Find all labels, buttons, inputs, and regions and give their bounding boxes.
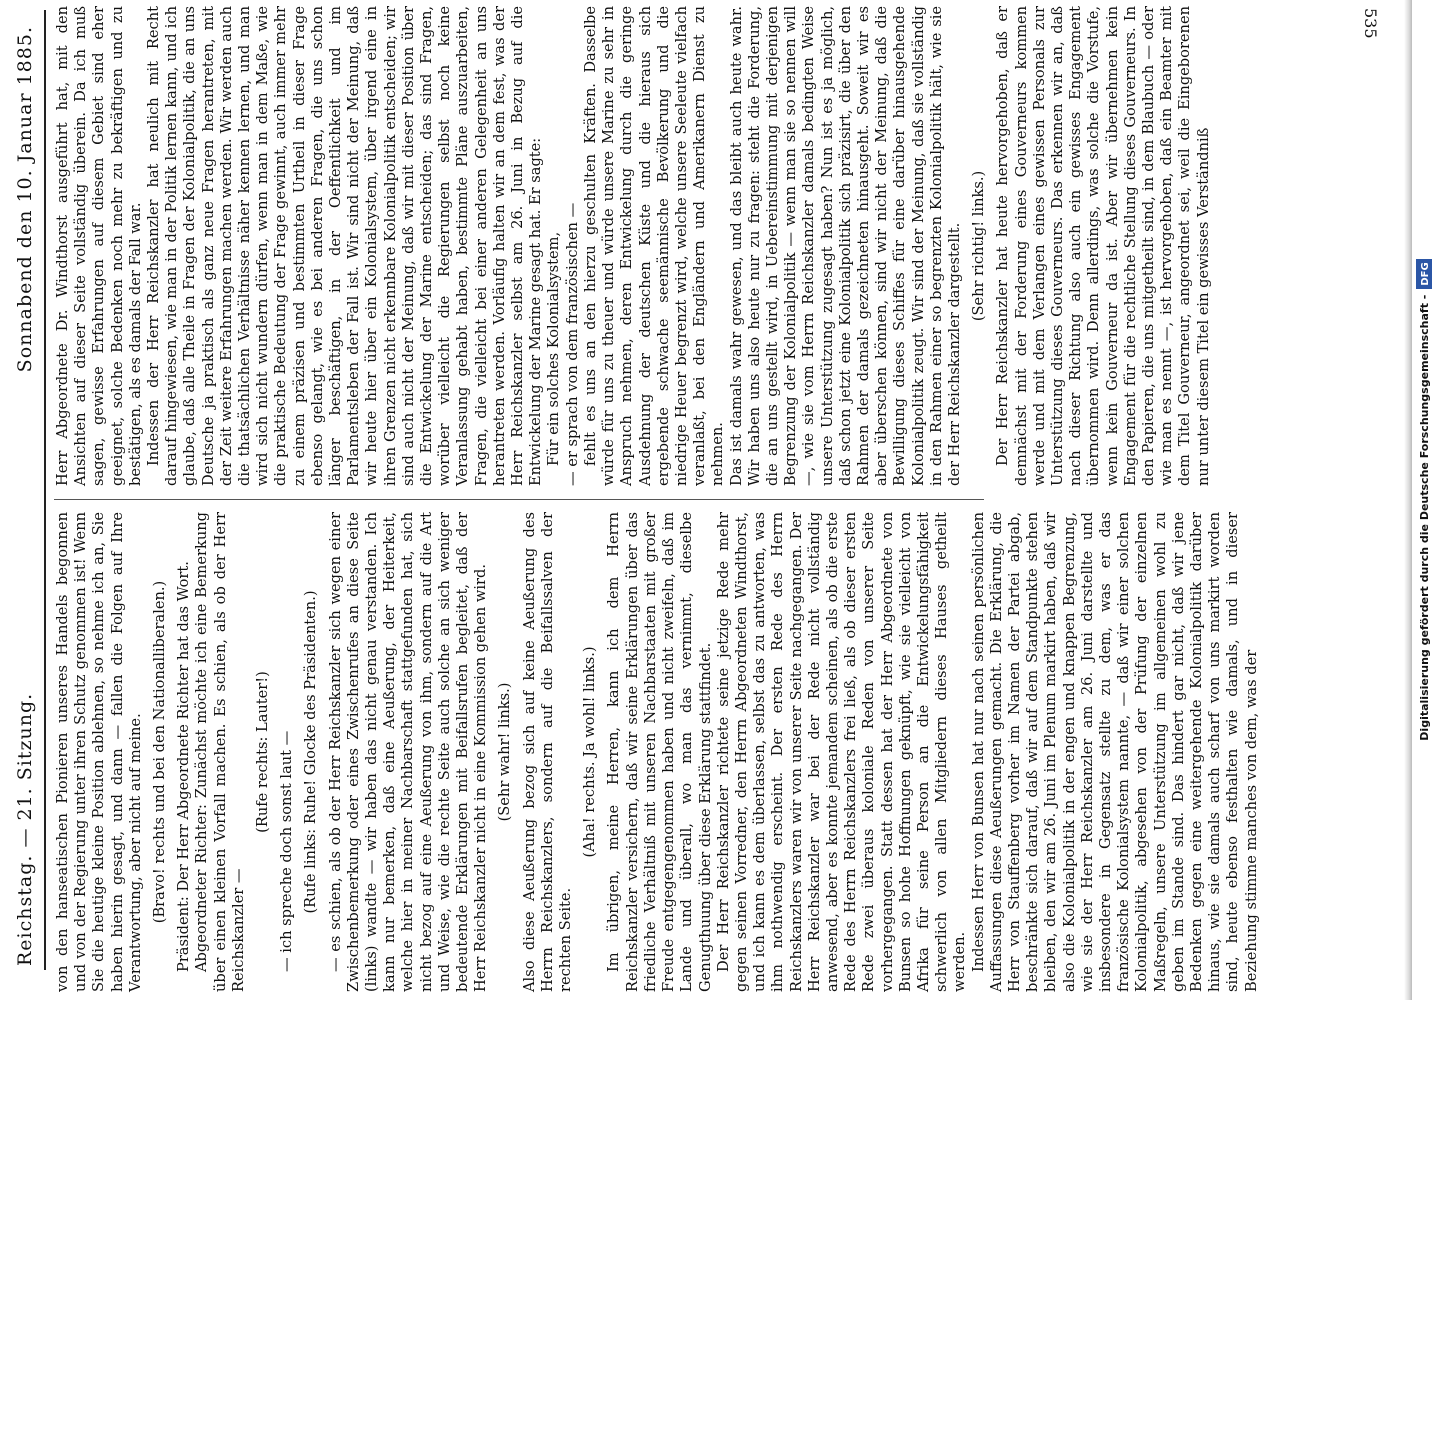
- paragraph: — es schien, als ob der Herr Reichskanzler sich wegen einer Zwischenbemerkung oder eines Zwischenrufes an diese Seite (links) wandte — wir haben das nicht genau verstanden. Ich kann nur bemerken, daß eine Aeußerung, der Heiterkeit, welche hier in meiner Nachbarschaft stattgefunden hat, sich nicht bezog auf eine Aeußerung von ihm, sondern auf die Art und Weise, wie die rechte Seite auch solche an sich weniger bedeutende Erklärungen mit Beifallsrufen begleitet, daß der Herr Reichskanzler nicht in eine Kommission gehen wird.: [326, 512, 490, 992]
- credit-text: [1415, 0, 1432, 1000]
- dfg-logo: DFG: [1416, 259, 1432, 288]
- interjection: (Aha! rechts. Ja wohl! links.): [581, 646, 599, 858]
- header-left: Reichstag. — 21. Sitzung.: [14, 692, 36, 966]
- quotation: fehlt es uns an den hierzu geschulten Kräften. Dasselbe würde für uns zu theuer und würde unsere Marine zu sehr in Anspruch nehmen, deren Entwickelung durch die geringe Ausdehnung der deutschen Küste und die hieraus sich ergebende schwache seemännische Bevölkerung und die niedrige Heuer begrenzt wird, welche unsere Seeleute vielfach veranlaßt, bei den Engländern und Amerikanern Dienst zu nehmen.: [581, 6, 727, 486]
- interjection: (Sehr wahr! links.): [496, 682, 514, 822]
- paragraph: von den hanseatischen Pionieren unseres Handels begonnen und von der Regierung unter ihren Schutz genommen ist! Wenn Sie die heutige kleine Position ablehnen, so nehme ich an, Sie haben hierin gesagt, und dann — fallen die Folgen auf Ihre Verantwortung, aber nicht auf meine.: [54, 512, 144, 992]
- column-divider: [54, 499, 984, 500]
- quote-line: Für ein solches Kolonialsystem,: [545, 231, 563, 466]
- paragraph: Im übrigen, meine Herren, kann ich dem Herrn Reichskanzler versichern, daß wir seine Erklärungen über das friedliche Verhältniß mit unseren Nachbarstaaten mit großer Freude entgegengenommen haben und nicht zweifeln, daß im Lande und überall, wo man das vernimmt, dieselbe Genugthuung über diese Erklärung stattfindet.: [605, 512, 714, 992]
- running-header: [0, 16, 50, 966]
- header-rule: [44, 10, 46, 970]
- header-right: Sonnabend den 10. Januar 1885.: [14, 26, 36, 373]
- paragraph: Das ist damals wahr gewesen, und das bleibt auch heute wahr. Wir haben uns also heute nur zu fragen: steht die Forderung, die an uns gestellt wird, in Uebereinstimmung mit derjenigen Begrenzung der Kolonialpolitik — wenn man sie so nennen will —, wie sie vom Herrn Reichskanzler damals bedingten Weise unsere Unterstützung zugesagt haben? Nun ist es ja möglich, daß schon jetzt eine Kolonialpolitik sich präzisirt, die über den Rahmen der damals gezeichneten hinausgeht. Soweit wir es aber überschen können, sind wir nicht der Meinung, daß die Bewilligung dieses Schiffes für eine darüber hinausgehende Kolonialpolitik zeugt. Wir sind der Meinung, daß sie vollständig in den Rahmen einer so begrenzten Kolonialpolitik hält, wie sie der Herr Reichskanzler dargestellt.: [727, 6, 963, 486]
- paragraph: Präsident: Der Herr Abgeordnete Richter hat das Wort.: [175, 561, 193, 972]
- paragraph: Herr Abgeordnete Dr. Windthorst ausgeführt hat, mit den Ansichten auf dieser Seite vollständig überein. Da ich muß sagen, gewisse Erfahrungen auf diesem Gebiet sind eher geeignet, solche Bedenken noch mehr zu bekräftigen und zu bestätigen, als es damals der Fall war.: [54, 6, 144, 486]
- paragraph: Also diese Aeußerung bezog sich auf keine Aeußerung des Herrn Reichskanzlers, sondern auf die Beifallssalven der rechten Seite.: [520, 512, 575, 992]
- interjection: (Rufe rechts: Lauter!): [254, 671, 272, 833]
- right-column: [54, 6, 1213, 486]
- paragraph: — ich spreche doch sonst laut —: [278, 730, 296, 972]
- scan-edge: [1404, 0, 1412, 1000]
- paragraph: Indessen der Herr Reichskanzler hat neulich mit Recht darauf hingewiesen, wie man in der Politik lernen kann, und ich glaube, daß alle Theile in Fragen der Kolonialpolitik, die an uns Deutsche ja praktisch als ganz neue Fragen herantreten, mit der Zeit weitere Erfahrungen machen werden. Wir werden auch die thatsächlichen Verhältnisse näher kennen lernen, und man wird sich nicht wundern dürfen, wenn man in dem Maße, wie die praktische Bedeutung der Frage gewinnt, auch immer mehr zu einem präzisen und bestimmten Urtheil in dieser Frage ebenso gelangt, wie es bei anderen Fragen, die uns schon länger beschäftigen, in der Oeffentlichkeit und im Parlamentsleben der Fall ist. Wir sind nicht der Meinung, daß wir heute hier über ein Kolonialsystem, über irgend eine in ihren Grenzen nicht erkennbare Kolonialpolitik entscheiden; wir sind auch nicht der Meinung, daß wir mit dieser Position über die Entwickelung der Marine entscheiden; das sind Fragen, worüber vielleicht die Regierungen selbst noch keine Veranlassung gehabt haben, bestimmte Pläne auszuarbeiten, Fragen, die vielleicht bei einer anderen Gelegenheit an uns herantreten werden. Vorläufig halten wir an dem fest, was der Herr Reichskanzler selbst am 26. Juni in Bezug auf die Entwickelung der Marine gesagt hat. Er sagte:: [145, 6, 545, 486]
- page-number: 535: [1361, 8, 1380, 39]
- paragraph: Der Herr Reichskanzler richtete seine jetzige Rede mehr gegen seinen Vorredner, den Herrn Abgeordneten Windthorst, und ich kann es dem überlassen, selbst das zu antworten, was ihm nothwendig erscheint. Der ersten Rede des Herrn Reichskanzlers waren wir von unserer Seite nachgegangen. Der Herr Reichskanzler war bei der Rede nicht vollständig anwesend, aber es konnte jemandem scheinen, als ob die erste Rede des Herrn Reichskanzlers frei ließ, als ob dieser ersten Rede zwei überaus koloniale Reden von unserer Seite vorhergegangen. Statt dessen hat der Herr Abgeordnete von Bunsen so hohe Hoffnungen geknüpft, wie sie vielleicht von Afrika für seine Person an die Entwickelungsfähigkeit schwerlich von allen Mitgliedern dieses Hauses getheilt werden.: [714, 512, 969, 992]
- interjection: (Bravo! rechts und bei den Nationalliberalen.): [151, 580, 169, 924]
- interjection: (Rufe links: Ruhe! Glocke des Präsidenten.): [302, 590, 320, 914]
- paragraph: Der Herr Reichskanzler hat heute hervorgehoben, daß er demnächst mit der Forderung eines Gouverneurs kommen werde und mit dem Verlangen eines gewissen Personals zur Unterstützung dieses Gouverneurs. Das erkennen wir an, daß nach dieser Richtung also auch ein gewisses Engagement übernommen wird. Denn allerdings, was solche die Vorstufe, wenn kein Gouverneur da ist. Aber wir übernehmen kein Engagement für die rechtliche Stellung dieses Gouverneurs. In den Papieren, die uns mitgetheilt sind, in dem Blaubuch — oder wie man es nennt —, ist hervorgehoben, daß ein Beamter mit dem Titel Gouverneur, angeordnet sei, weil die Eingeborenen nur unter diesem Titel ein gewisses Verständniß: [994, 6, 1212, 486]
- paragraph: Indessen Herr von Bunsen hat nur nach seinen persönlichen Auffassungen diese Aeußerungen gemacht. Die Erklärung, die Herr von Stauffenberg vorher im Namen der Partei abgab, beschränkte sich darauf, daß wir auf dem Standpunkte stehen bleiben, den wir am 26. Juni im Plenum markirt haben, daß wir also die Kolonialpolitik in der engen und knappen Begrenzung, wie sie der Herr Reichskanzler am 26. Juni darstellte und insbesondere in Gegensatz stellte zu dem, was er das französische Kolonialsystem nannte, — daß wir einer solchen Kolonialpolitik, abgesehen von der Prüfung der einzelnen Maßregeln, unsere Unterstützung im allgemeinen wohl zu geben im Stande sind. Das hindert gar nicht, daß wir jene Bedenken gegen eine weitergehende Kolonialpolitik darüber hinaus, wie sie damals auch scharf von uns markirt worden sind, heute ebenso festhalten wie damals, und in dieser Beziehung stimme manches von dem, was der: [969, 512, 1260, 992]
- sidebar-credit: [1412, 0, 1432, 1000]
- interjection: (Sehr richtig! links.): [970, 170, 988, 322]
- left-column: [54, 512, 1261, 992]
- paragraph: Abgeordneter Richter: Zunächst möchte ich eine Bemerkung über einen kleinen Vorfall machen. Es schien, als ob der Herr Reichskanzler —: [193, 512, 247, 992]
- quote-aside: — er sprach von dem französischen —: [563, 202, 581, 486]
- credit-label: Digitalisierung gefördert durch die Deutsche Forschungsgemeinschaft -: [1418, 294, 1431, 741]
